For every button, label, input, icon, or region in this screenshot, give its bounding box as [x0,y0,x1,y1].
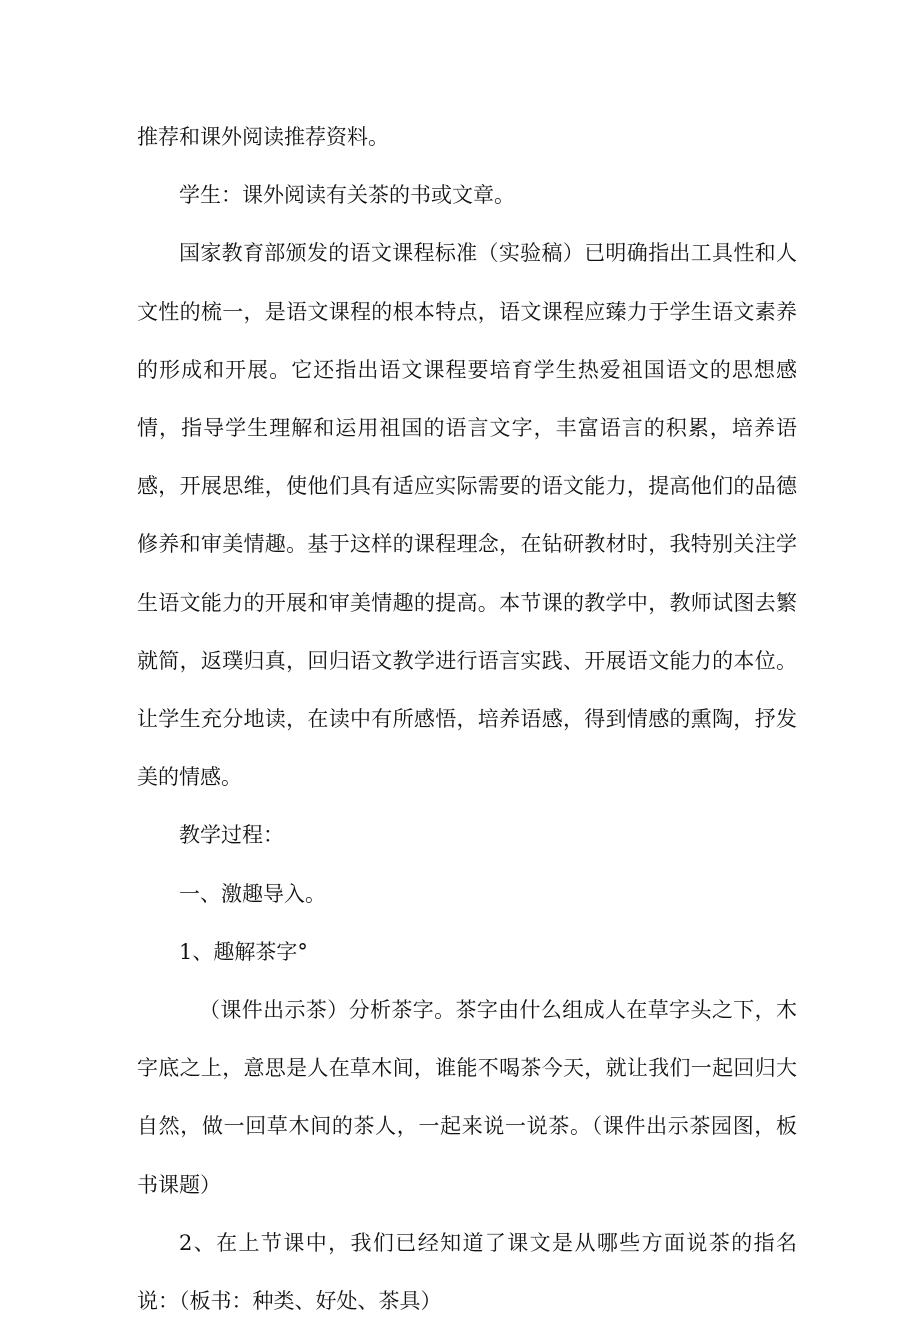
paragraph-recommended-reading: 推荐和课外阅读推荐资料。 [137,125,389,149]
paragraph-teaching-process-heading: 教学过程： [179,823,284,848]
paragraph-student-reading: 学生：课外阅读有关茶的书或文章。 [179,183,515,208]
paragraph-step-one: 1、趣解茶字° [179,939,308,964]
paragraph-curriculum-standard: 国家教育部颁发的语文课程标准（实验稿）已明确指出工具性和人文性的梳一，是语文课程的根本特点，语文课程应臻力于学生语文素养的形成和开展。它还指出语文课程要培育学生热爱祖国语文的思想感情，指导学生理解和运用祖国的语言文字，丰富语言的积累，培养语感，开展思维，使他们具有适应实际需要的语文能力，提高他们的品德修养和审美情趣。基于这样的课程理念，在钻研教材时，我特别关注学生语文能力的开展和审美情趣的提高。本节课的教学中，教师试图去繁就简，返璞归真，回归语文教学进行语言实践、开展语文能力的本位。让学生充分地读，在读中有所感悟，培养语感，得到情感的熏陶，抒发美的情感。 [137,241,797,790]
paragraph-section-one-heading: 一、激趣导入。 [179,881,326,906]
document-body [137,108,797,1330]
paragraph-step-two: 2、在上节课中，我们已经知道了课文是从哪些方面说茶的指名说：（板书：种类、好处、茶具） [137,1230,797,1314]
paragraph-courseware-tea: （课件出示茶）分析茶字。茶字由什么组成人在草字头之下，木字底之上，意思是人在草木间，谁能不喝茶今天，就让我们一起回归大自然，做一回草木间的茶人，一起来说一说茶。（课件出示茶园图，板书课题） [137,998,797,1197]
